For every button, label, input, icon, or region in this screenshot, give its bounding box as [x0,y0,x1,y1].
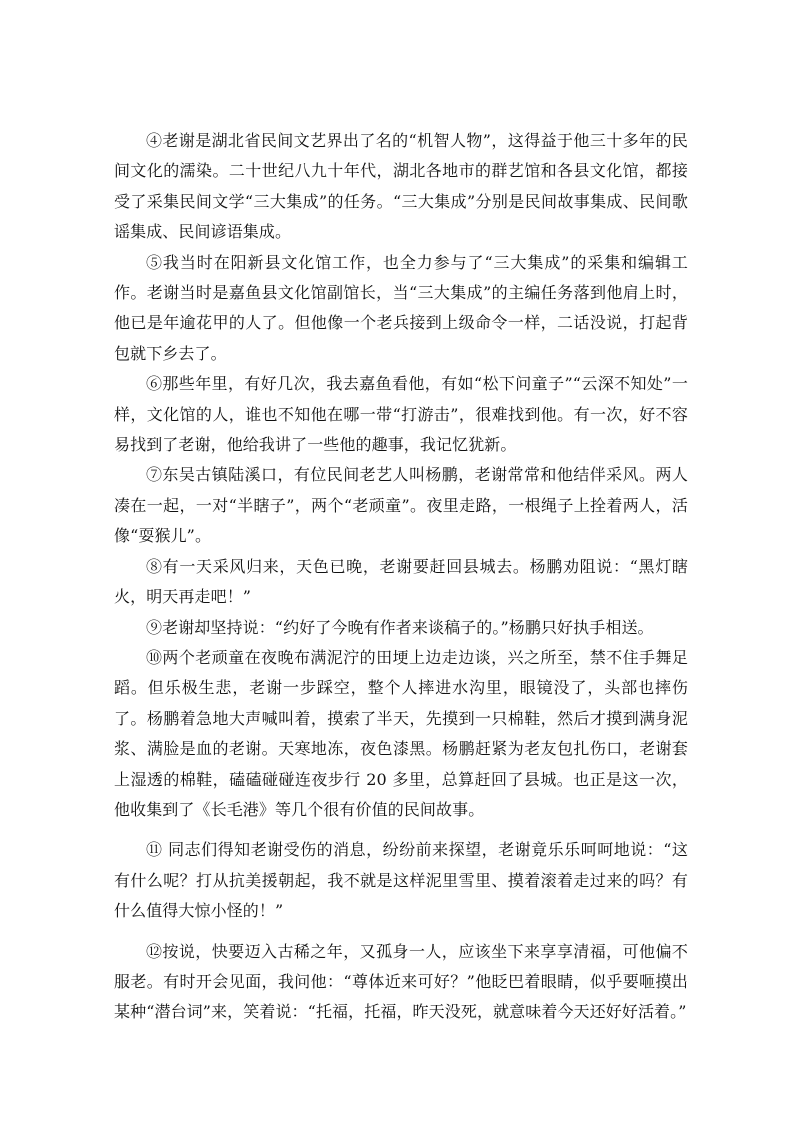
paragraph-8: ⑧有一天采风归来，天色已晚，老谢要赶回县城去。杨鹏劝阻说：“黑灯瞎火，明天再走吧！” [114,556,688,607]
paragraph-5: ⑤我当时在阳新县文化馆工作，也全力参与了“三大集成”的采集和编辑工作。老谢当时是嘉鱼县文化馆副馆长，当“三大集成”的主编任务落到他肩上时，他已是年逾花甲的人了。但他像一个老兵接到上级命令一样，二话没说，打起背包就下乡去了。 [114,252,688,363]
paragraph-9: ⑨老谢却坚持说：“约好了今晚有作者来谈稿子的。”杨鹏只好执手相送。 [146,617,654,637]
article-body [114,126,688,1028]
paragraph-12: ⑫按说，快要迈入古稀之年，又孤身一人，应该坐下来享享清福，可他偏不服老。有时开会见面，我问他：“尊体近来可好？”他眨巴着眼睛，似乎要咂摸出某种“潜台词”来，笑着说：“托福，托福，昨天没死，就意味着今天还好好活着。” [114,941,688,1022]
paragraph-4: ④老谢是湖北省民间文艺界出了名的“机智人物”，这得益于他三十多年的民间文化的濡染。二十世纪八九十年代，湖北各地市的群艺馆和各县文化馆，都接受了采集民间文学“三大集成”的任务。“三大集成”分别是民间故事集成、民间歌谣集成、民间谚语集成。 [114,131,688,242]
paragraph-10: ⑩两个老顽童在夜晚布满泥泞的田埂上边走边谈，兴之所至，禁不住手舞足蹈。但乐极生悲，老谢一步踩空，整个人摔进水沟里，眼镜没了，头部也摔伤了。杨鹏着急地大声喊叫着，摸索了半天，先摸到一只棉鞋，然后才摸到满身泥浆、满脸是血的老谢。天寒地冻，夜色漆黑。杨鹏赶紧为老友包扎伤口，老谢套上湿透的棉鞋，磕磕碰碰连夜步行 20 多里，总算赶回了县城。也正是这一次，他收集到了《长毛港》等几个很有价值的民间故事。 [114,647,688,819]
paragraph-6: ⑥那些年里，有好几次，我去嘉鱼看他，有如“松下问童子”“云深不知处”一样，文化馆的人，谁也不知他在哪一带“打游击”，很难找到他。有一次，好不容易找到了老谢，他给我讲了一些他的趣事，我记忆犹新。 [114,374,688,455]
paragraph-7: ⑦东吴古镇陆溪口，有位民间老艺人叫杨鹏，老谢常常和他结伴采风。两人凑在一起，一对“半瞎子”，两个“老顽童”。夜里走路，一根绳子上拴着两人，活像“耍猴儿”。 [114,465,688,546]
paragraph-11: ⑪ 同志们得知老谢受伤的消息，纷纷前来探望，老谢竟乐乐呵呵地说：“这有什么呢？打从抗美援朝起，我不就是这样泥里雪里、摸着滚着走过来的吗？有什么值得大惊小怪的！” [114,840,688,921]
